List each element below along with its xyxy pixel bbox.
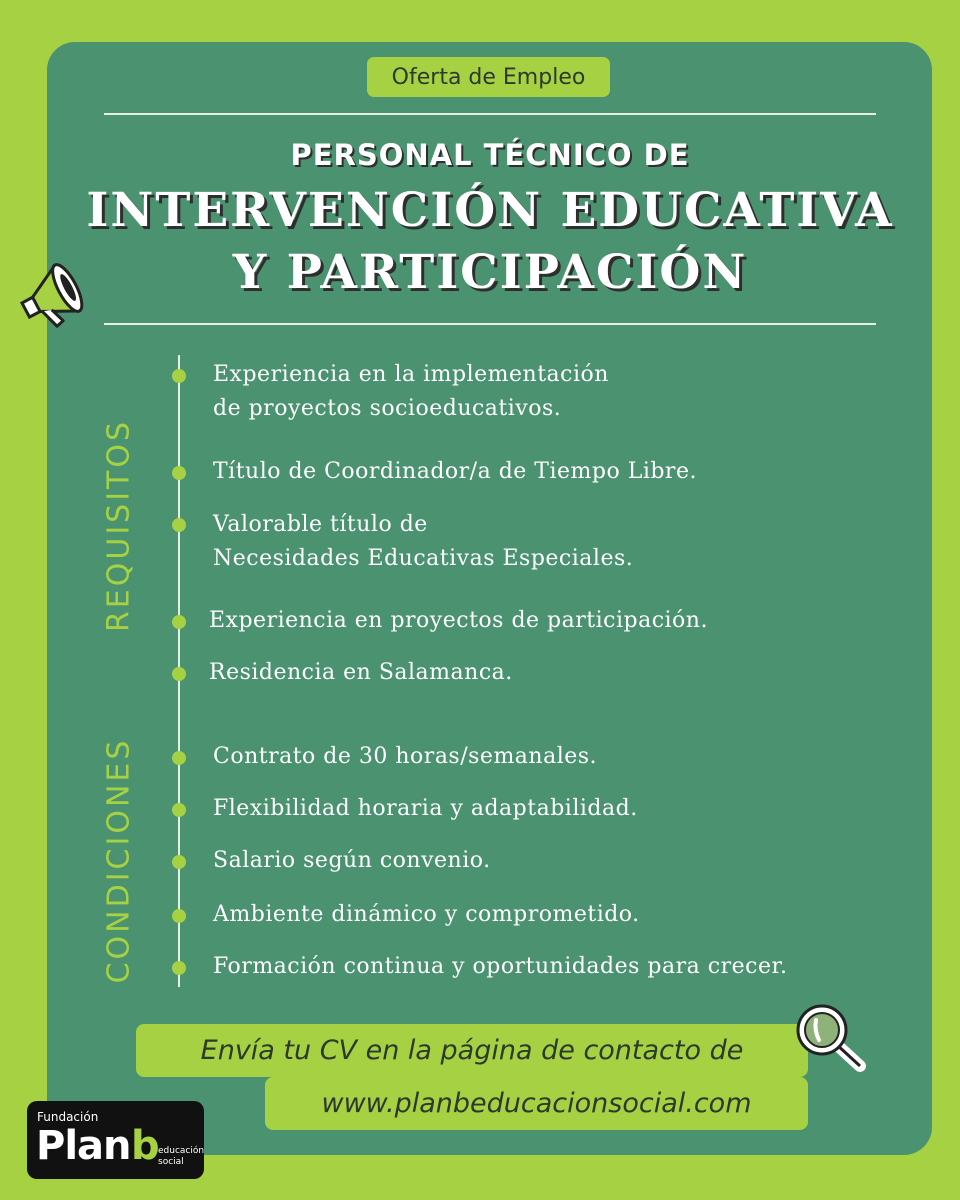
divider-top xyxy=(104,113,876,115)
bullet-dot xyxy=(172,369,186,383)
list-item: Ambiente dinámico y comprometido. xyxy=(213,902,640,927)
megaphone-icon xyxy=(12,250,97,340)
list-item: Experiencia en proyectos de participación. xyxy=(209,608,708,633)
logo-b: b xyxy=(131,1123,160,1169)
bullet-dot xyxy=(172,909,186,923)
bullet-dot xyxy=(172,667,186,681)
condiciones-label: CONDICIONES xyxy=(101,737,137,984)
list-item: Salario según convenio. xyxy=(213,848,491,873)
website-link[interactable]: www.planbeducacionsocial.com xyxy=(265,1077,808,1130)
bullet-dot xyxy=(172,466,186,480)
list-item: Flexibilidad horaria y adaptabilidad. xyxy=(213,796,638,821)
bullet-dot xyxy=(172,961,186,975)
bullet-dot xyxy=(172,615,186,629)
cta-line-1: Envía tu CV en la página de contacto de xyxy=(136,1024,808,1077)
title-line-1: PERSONAL TÉCNICO DE xyxy=(290,138,690,172)
list-item: Formación continua y oportunidades para crecer. xyxy=(213,954,788,979)
requisitos-label: REQUISITOS xyxy=(101,418,137,633)
logo-plan: Plan xyxy=(36,1123,131,1169)
title-line-3: Y PARTICIPACIÓN xyxy=(232,245,748,300)
bullet-dot xyxy=(172,518,186,532)
title-line-2: INTERVENCIÓN EDUCATIVA xyxy=(86,183,894,238)
list-item: Residencia en Salamanca. xyxy=(209,660,513,685)
bullet-dot xyxy=(172,855,186,869)
logo-sub-1: educación xyxy=(158,1146,205,1156)
list-item: Título de Coordinador/a de Tiempo Libre. xyxy=(213,459,697,484)
magnifier-icon xyxy=(792,1000,872,1080)
list-item: Contrato de 30 horas/semanales. xyxy=(213,744,598,769)
logo-sub-2: social xyxy=(158,1157,184,1167)
list-item: Valorable título de Necesidades Educativas Especiales. xyxy=(213,512,634,571)
logo-fundacion: Fundación xyxy=(37,1110,99,1124)
plan-b-logo xyxy=(27,1101,204,1179)
divider-bottom xyxy=(104,323,876,325)
bullet-dot xyxy=(172,751,186,765)
list-item: Experiencia en la implementación de proyectos socioeducativos. xyxy=(213,362,609,421)
bullet-dot xyxy=(172,803,186,817)
job-offer-tag: Oferta de Empleo xyxy=(367,57,610,97)
